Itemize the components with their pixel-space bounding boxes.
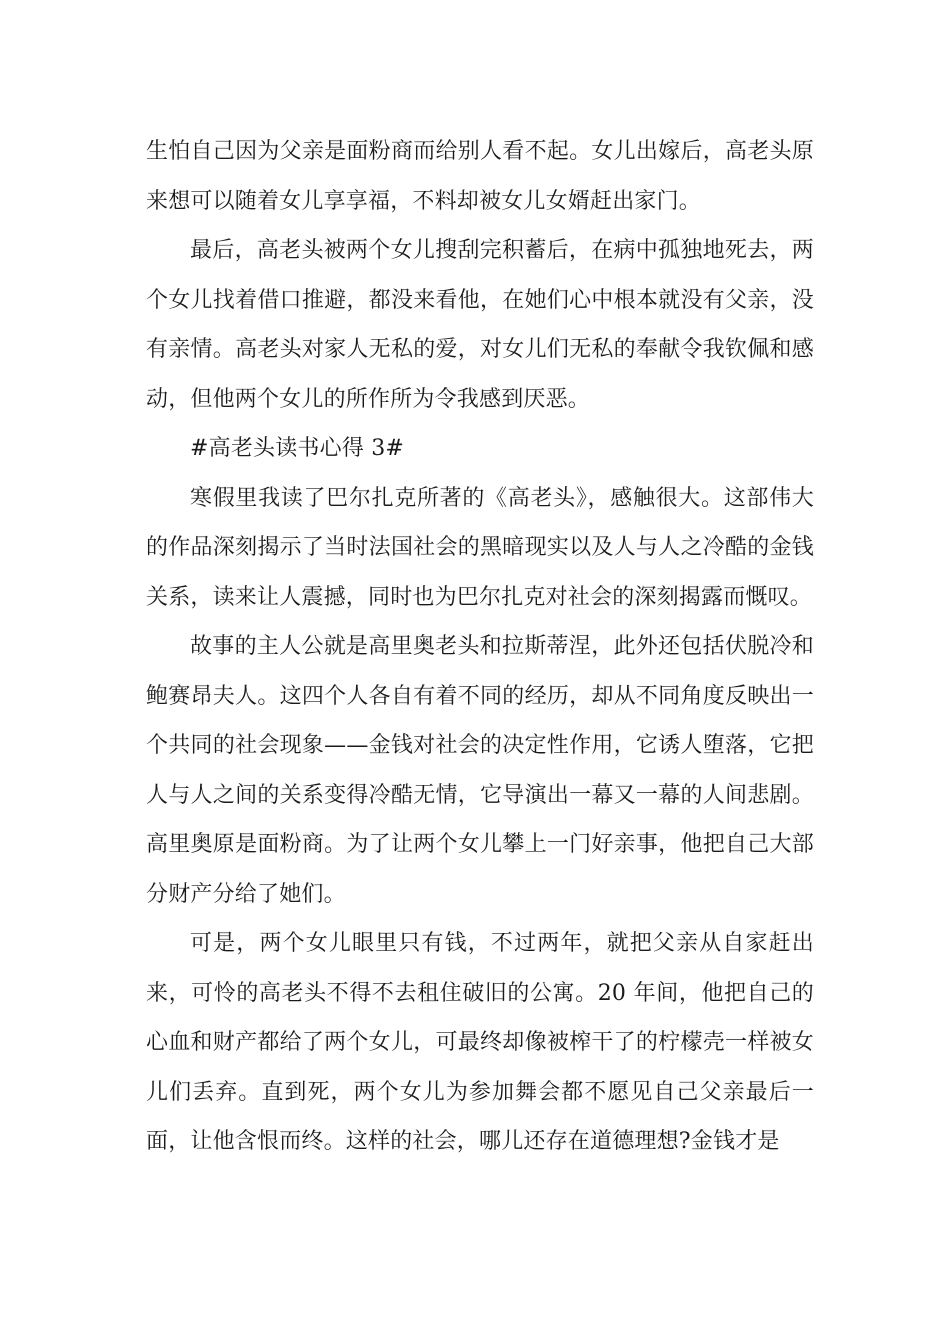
paragraph-daughters: 可是，两个女儿眼里只有钱，不过两年，就把父亲从自家赶出来，可怜的高老头不得不去租住破旧的公寓。20 年间，他把自己的心血和财产都给了两个女儿，可最终却像被榨干了的柠檬壳一样被女儿们丢弃。直到死，两个女儿为参加舞会都不愿见自己父亲最后一面，让他含恨而终。这样的社会，哪儿还存在道德理想?金钱才是 (146, 931, 814, 1154)
section-heading: #高老头读书心得 3# (190, 436, 405, 461)
paragraph-characters: 故事的主人公就是高里奥老头和拉斯蒂涅，此外还包括伏脱冷和鲍赛昂夫人。这四个人各自有着不同的经历，却从不同角度反映出一个共同的社会现象——金钱对社会的决定性作用，它诱人堕落，它把人与人之间的关系变得冷酷无情，它导演出一幕又一幕的人间悲剧。高里奥原是面粉商。为了让两个女儿攀上一门好亲事，他把自己大部分财产分给了她们。 (146, 634, 814, 907)
document-body (146, 127, 814, 1167)
paragraph-intro: 寒假里我读了巴尔扎克所著的《高老头》，感触很大。这部伟大的作品深刻揭示了当时法国社会的黑暗现实以及人与人之冷酷的金钱关系，读来让人震撼，同时也为巴尔扎克对社会的深刻揭露而慨叹。 (146, 485, 814, 610)
paragraph-continued: 生怕自己因为父亲是面粉商而给别人看不起。女儿出嫁后，高老头原来想可以随着女儿享享福，不料却被女儿女婿赶出家门。 (146, 139, 814, 214)
paragraph-ending: 最后，高老头被两个女儿搜刮完积蓄后，在病中孤独地死去，两个女儿找着借口推避，都没来看他，在她们心中根本就没有父亲，没有亲情。高老头对家人无私的爱，对女儿们无私的奉献令我钦佩和感动，但他两个女儿的所作所为令我感到厌恶。 (146, 238, 814, 412)
